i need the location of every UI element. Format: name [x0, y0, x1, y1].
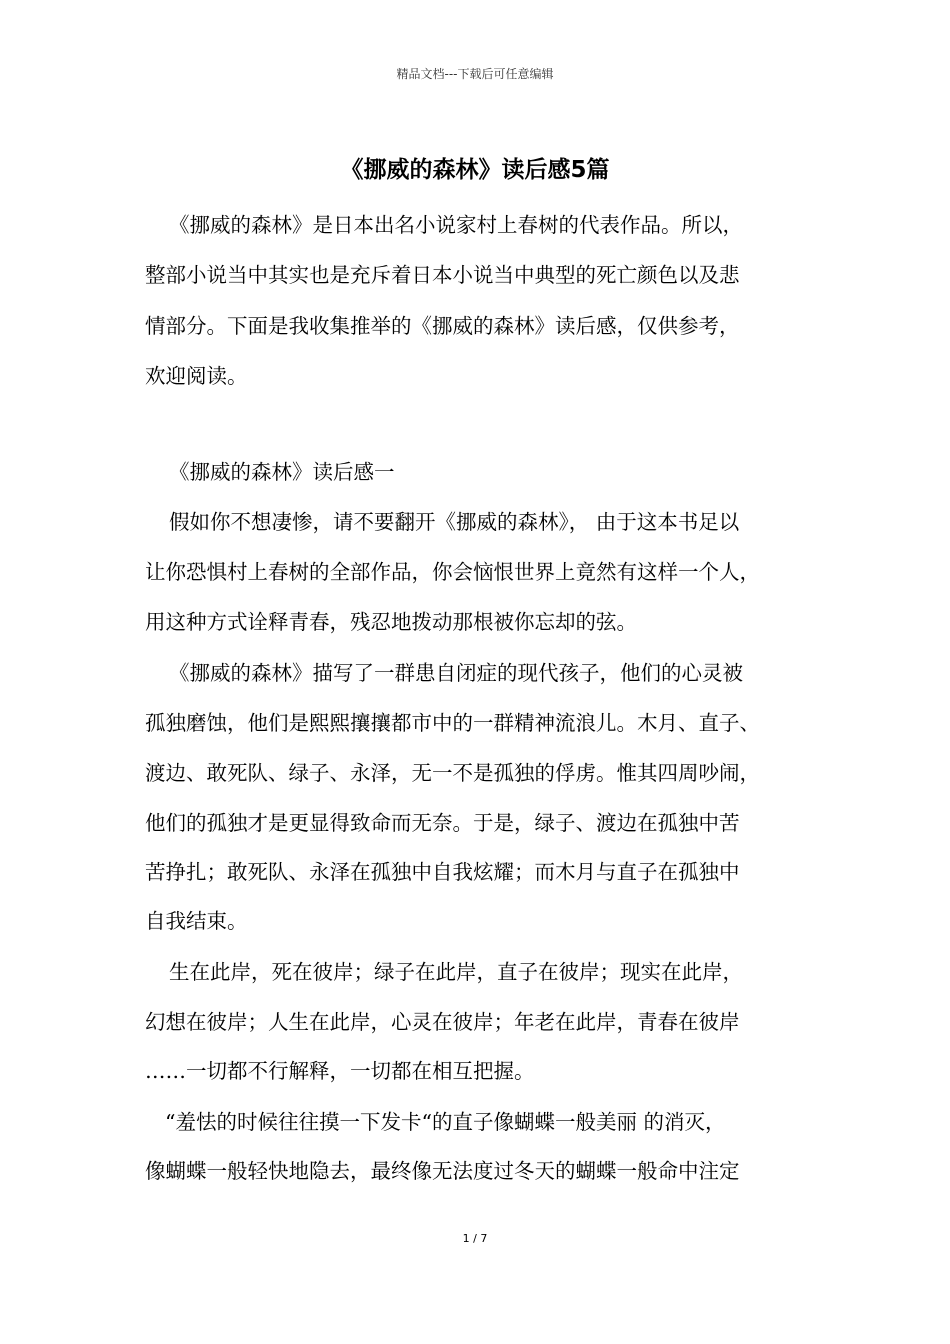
section-heading: 《挪威的森林》读后感一: [169, 460, 395, 484]
body-line: 渡边、敢死队、绿子、永泽，无一不是孤独的俘虏。惟其四周吵闹，: [145, 761, 760, 785]
body-line: 生在此岸，死在彼岸；绿子在此岸，直子在彼岸；现实在此岸，: [169, 960, 743, 984]
body-line: 孤独磨蚀，他们是熙熙攘攘都市中的一群精神流浪儿。木月、直子、: [145, 711, 760, 735]
body-line: 自我结束。: [145, 909, 248, 933]
body-line: 情部分。下面是我收集推举的《挪威的森林》读后感，仅供参考，: [145, 314, 740, 338]
body-line: 《挪威的森林》是日本出名小说家村上春树的代表作品。所以，: [169, 213, 743, 237]
body-line: 用这种方式诠释青春，残忍地拨动那根被你忘却的弦。: [145, 610, 637, 634]
body-line: 《挪威的森林》描写了一群患自闭症的现代孩子，他们的心灵被: [169, 661, 743, 685]
page-header: 精品文档---下载后可任意编辑: [396, 67, 554, 81]
body-line: ……一切都不行解释，一切都在相互把握。: [145, 1059, 535, 1083]
body-line: 让你恐惧村上春树的全部作品，你会恼恨世界上竟然有这样一个人，: [145, 560, 760, 584]
body-line: “羞怯的时候往往摸一下发卡“的直子像蝴蝶一般美丽 的消灭，: [165, 1110, 726, 1134]
body-line: 像蝴蝶一般轻快地隐去，最终像无法度过冬天的蝴蝶一般命中注定: [145, 1159, 740, 1183]
body-line: 幻想在彼岸；人生在此岸，心灵在彼岸；年老在此岸，青春在彼岸: [145, 1010, 740, 1034]
body-line: 他们的孤独才是更显得致命而无奈。于是，绿子、渡边在孤独中苦: [145, 811, 740, 835]
page-title: 《挪威的森林》读后感5篇: [340, 157, 610, 183]
body-line: 欢迎阅读。: [145, 364, 248, 388]
body-line: 苦挣扎；敢死队、永泽在孤独中自我炫耀；而木月与直子在孤独中: [145, 860, 740, 884]
page-number: 1 / 7: [462, 1232, 488, 1245]
body-line: 整部小说当中其实也是充斥着日本小说当中典型的死亡颜色以及悲: [145, 263, 740, 287]
body-line: 假如你不想凄惨，请不要翻开《挪威的森林》， 由于这本书足以: [169, 510, 740, 534]
